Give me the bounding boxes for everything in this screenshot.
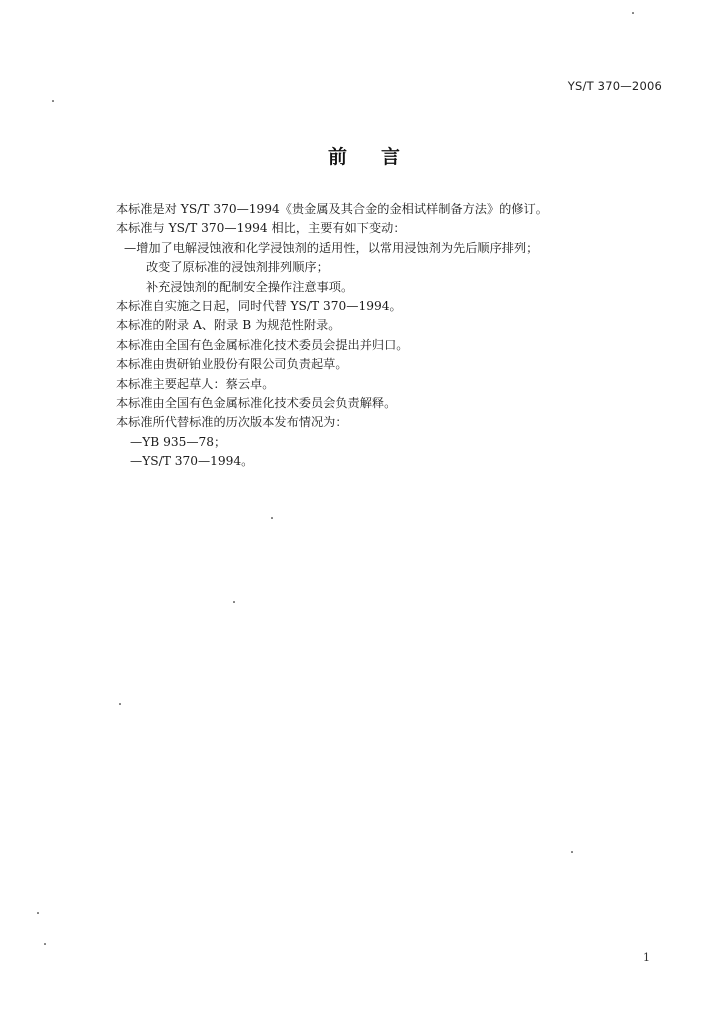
scan-speck: [119, 703, 121, 705]
paragraph-line: 本标准主要起草人：蔡云卓。: [116, 376, 275, 391]
list-item: 改变了原标准的浸蚀剂排列顺序；: [146, 260, 329, 275]
paragraph-line: 本标准与 YS/T 370—1994 相比，主要有如下变动：: [116, 221, 406, 236]
standard-code: YS/T 370—2006: [567, 79, 662, 93]
paragraph-line: 本标准是对 YS/T 370—1994《贵金属及其合金的金相试样制备方法》的修订。: [116, 202, 548, 216]
scan-speck: [271, 517, 273, 519]
scan-speck: [233, 601, 235, 603]
scan-speck: [44, 943, 46, 945]
page-number: 1: [643, 951, 650, 964]
list-item: —增加了电解浸蚀液和化学浸蚀剂的适用性，以常用浸蚀剂为先后顺序排列；: [124, 240, 539, 255]
paragraph-line: 本标准所代替标准的历次版本发布情况为：: [116, 415, 348, 430]
paragraph-line: 本标准由全国有色金属标准化技术委员会负责解释。: [116, 396, 397, 411]
foreword-body: [116, 200, 676, 472]
list-item: —YS/T 370—1994。: [130, 454, 254, 469]
scan-speck: [37, 912, 39, 914]
paragraph-line: 本标准由贵研铂业股份有限公司负责起草。: [116, 357, 348, 372]
scan-speck: [632, 12, 634, 14]
page-title: 前言: [327, 146, 434, 168]
list-item: 补充浸蚀剂的配制安全操作注意事项。: [146, 279, 354, 294]
paragraph-line: 本标准的附录 A、附录 B 为规范性附录。: [116, 318, 341, 333]
list-item: —YB 935—78；: [130, 434, 227, 449]
scan-speck: [571, 851, 573, 853]
scan-speck: [52, 100, 54, 102]
paragraph-line: 本标准自实施之日起，同时代替 YS/T 370—1994。: [116, 299, 402, 314]
paragraph-line: 本标准由全国有色金属标准化技术委员会提出并归口。: [116, 337, 409, 352]
